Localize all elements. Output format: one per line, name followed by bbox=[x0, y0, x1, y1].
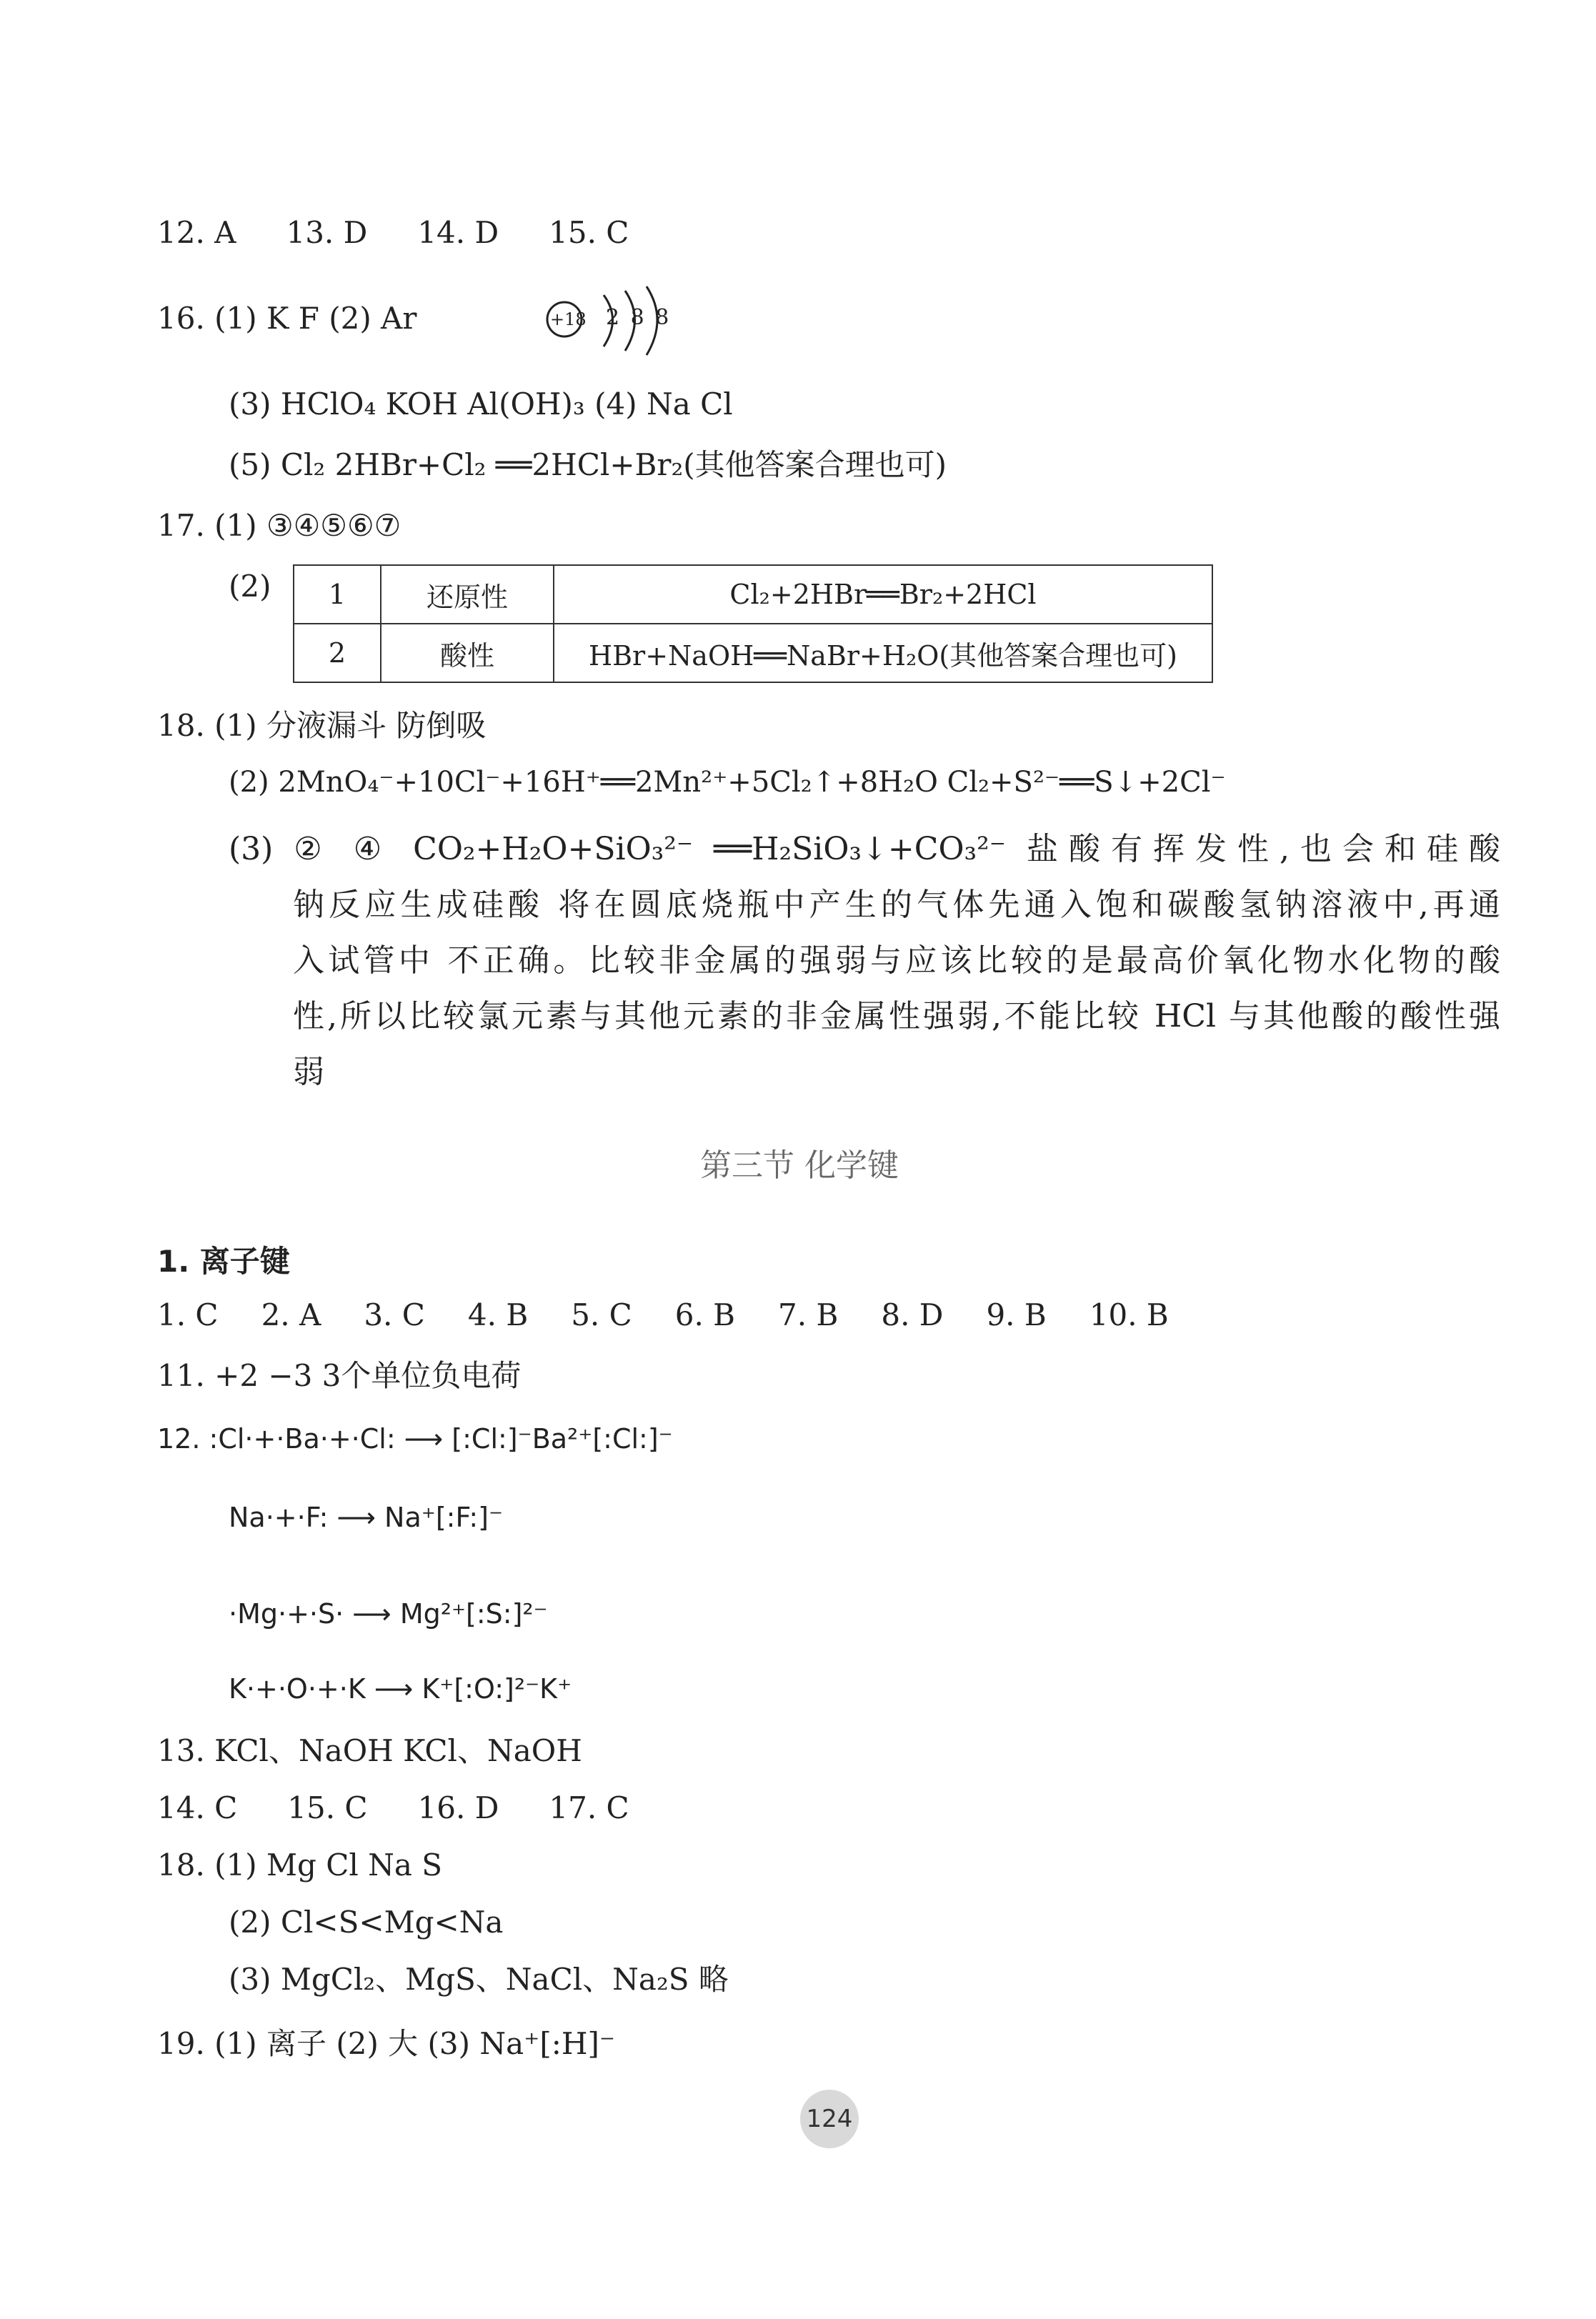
answer-18-line1 bbox=[157, 708, 487, 743]
answer: 5. C bbox=[571, 1297, 632, 1332]
answer: 4. B bbox=[467, 1297, 529, 1332]
answer-text: 18. (1) 分液漏斗 防倒吸 bbox=[157, 708, 487, 743]
answer: 10. B bbox=[1089, 1297, 1169, 1332]
paragraph-line: 性,所以比较氯元素与其他元素的非金属性强弱,不能比较 HCl 与其他酸的酸性强 bbox=[293, 998, 1500, 1034]
answer: 9. B bbox=[986, 1297, 1047, 1332]
answer: 14. D bbox=[417, 215, 499, 250]
answer-13: 13. KCl、NaOH KCl、NaOH bbox=[157, 1733, 582, 1768]
answer: 3. C bbox=[364, 1297, 425, 1332]
answer-text: (2) 2MnO₄⁻+10Cl⁻+16H⁺══2Mn²⁺+5Cl₂↑+8H₂O Cl₂+S²⁻══S↓+2Cl⁻ bbox=[229, 766, 1226, 799]
electron-formula-naf: Na·+·F: ⟶ Na⁺[:F:]⁻ bbox=[229, 1502, 504, 1533]
shell-electrons-label: 2 8 8 bbox=[606, 305, 669, 330]
answer-18-line2 bbox=[229, 768, 1226, 797]
table-cell: Cl₂+2HBr══Br₂+2HCl bbox=[554, 565, 1212, 624]
answer-18b-line3: (3) MgCl₂、MgS、NaCl、Na₂S 略 bbox=[229, 1962, 729, 1997]
answer-text: 17. (1) ③④⑤⑥⑦ bbox=[157, 508, 402, 543]
table-cell: 酸性 bbox=[381, 624, 554, 682]
answer-17-line1 bbox=[157, 508, 402, 543]
answer: 16. D bbox=[417, 1790, 499, 1825]
paragraph-line: 钠反应生成硅酸 将在圆底烧瓶中产生的气体先通入饱和碳酸氢钠溶液中,再通 bbox=[293, 887, 1500, 923]
answers-row-12-15 bbox=[157, 215, 629, 250]
answer: 8. D bbox=[881, 1297, 944, 1332]
table-row bbox=[294, 624, 1212, 682]
answer-17-label2 bbox=[229, 569, 271, 604]
nucleus-label: +18 bbox=[550, 309, 587, 329]
answer: 14. C bbox=[157, 1790, 238, 1825]
answer: 13. D bbox=[286, 215, 368, 250]
subsection-title: 1. 离子键 bbox=[157, 1244, 290, 1279]
answer-16-line2 bbox=[229, 386, 733, 422]
section-title: 第三节 化学键 bbox=[700, 1147, 899, 1184]
answer: 1. C bbox=[157, 1297, 219, 1332]
answer: 7. B bbox=[778, 1297, 839, 1332]
argon-atom-diagram bbox=[543, 282, 700, 361]
answer-text: 16. (1) K F (2) Ar bbox=[157, 301, 417, 336]
table-cell: 还原性 bbox=[381, 565, 554, 624]
answer: 17. C bbox=[549, 1790, 629, 1825]
paragraph-line: (3) ② ④ CO₂+H₂O+SiO₃²⁻ ══H₂SiO₃↓+CO₃²⁻ 盐酸有挥发性,也会和硅酸 bbox=[229, 831, 1500, 867]
electron-formula-mgs: ·Mg·+·S· ⟶ Mg²⁺[:S:]²⁻ bbox=[229, 1598, 548, 1630]
page-number: 124 bbox=[800, 2090, 859, 2148]
electron-formula-k2o: K·+·O·+·K ⟶ K⁺[:O:]²⁻K⁺ bbox=[229, 1673, 572, 1705]
table-cell: HBr+NaOH══NaBr+H₂O(其他答案合理也可) bbox=[554, 624, 1212, 682]
answer-18b-line1: 18. (1) Mg Cl Na S bbox=[157, 1847, 443, 1882]
table-cell: 1 bbox=[294, 565, 381, 624]
answer: 15. C bbox=[549, 215, 629, 250]
paragraph-line: 弱 bbox=[293, 1054, 324, 1090]
answer-19: 19. (1) 离子 (2) 大 (3) Na⁺[:H]⁻ bbox=[157, 2026, 616, 2061]
answer-17-table bbox=[293, 564, 1213, 683]
answer-18-paragraph bbox=[229, 822, 1500, 1100]
answer-18b-line2: (2) Cl<S<Mg<Na bbox=[229, 1905, 504, 1940]
answer: 6. B bbox=[674, 1297, 736, 1332]
answer: 12. A bbox=[157, 215, 236, 250]
answer-text: (2) bbox=[229, 569, 271, 604]
answers-row-14-17 bbox=[157, 1790, 629, 1825]
paragraph-line: 入试管中 不正确。比较非金属的强弱与应该比较的是最高价氧化物水化物的酸 bbox=[293, 942, 1500, 979]
answer: 15. C bbox=[287, 1790, 368, 1825]
answer-text: (3) HClO₄ KOH Al(OH)₃ (4) Na Cl bbox=[229, 386, 733, 422]
answer-11: 11. +2 −3 3个单位负电荷 bbox=[157, 1358, 522, 1393]
answers-row-1-10 bbox=[157, 1297, 1169, 1332]
table-cell: 2 bbox=[294, 624, 381, 682]
electron-formula-bacl2: 12. :Cl·+·Ba·+·Cl: ⟶ [:Cl:]⁻Ba²⁺[:Cl:]⁻ bbox=[157, 1423, 673, 1455]
answer-16-line3 bbox=[229, 447, 947, 482]
answer: 2. A bbox=[261, 1297, 321, 1332]
answer-text: (5) Cl₂ 2HBr+Cl₂ ══2HCl+Br₂(其他答案合理也可) bbox=[229, 447, 947, 482]
answer-16-line1 bbox=[157, 301, 417, 336]
table-row bbox=[294, 565, 1212, 624]
